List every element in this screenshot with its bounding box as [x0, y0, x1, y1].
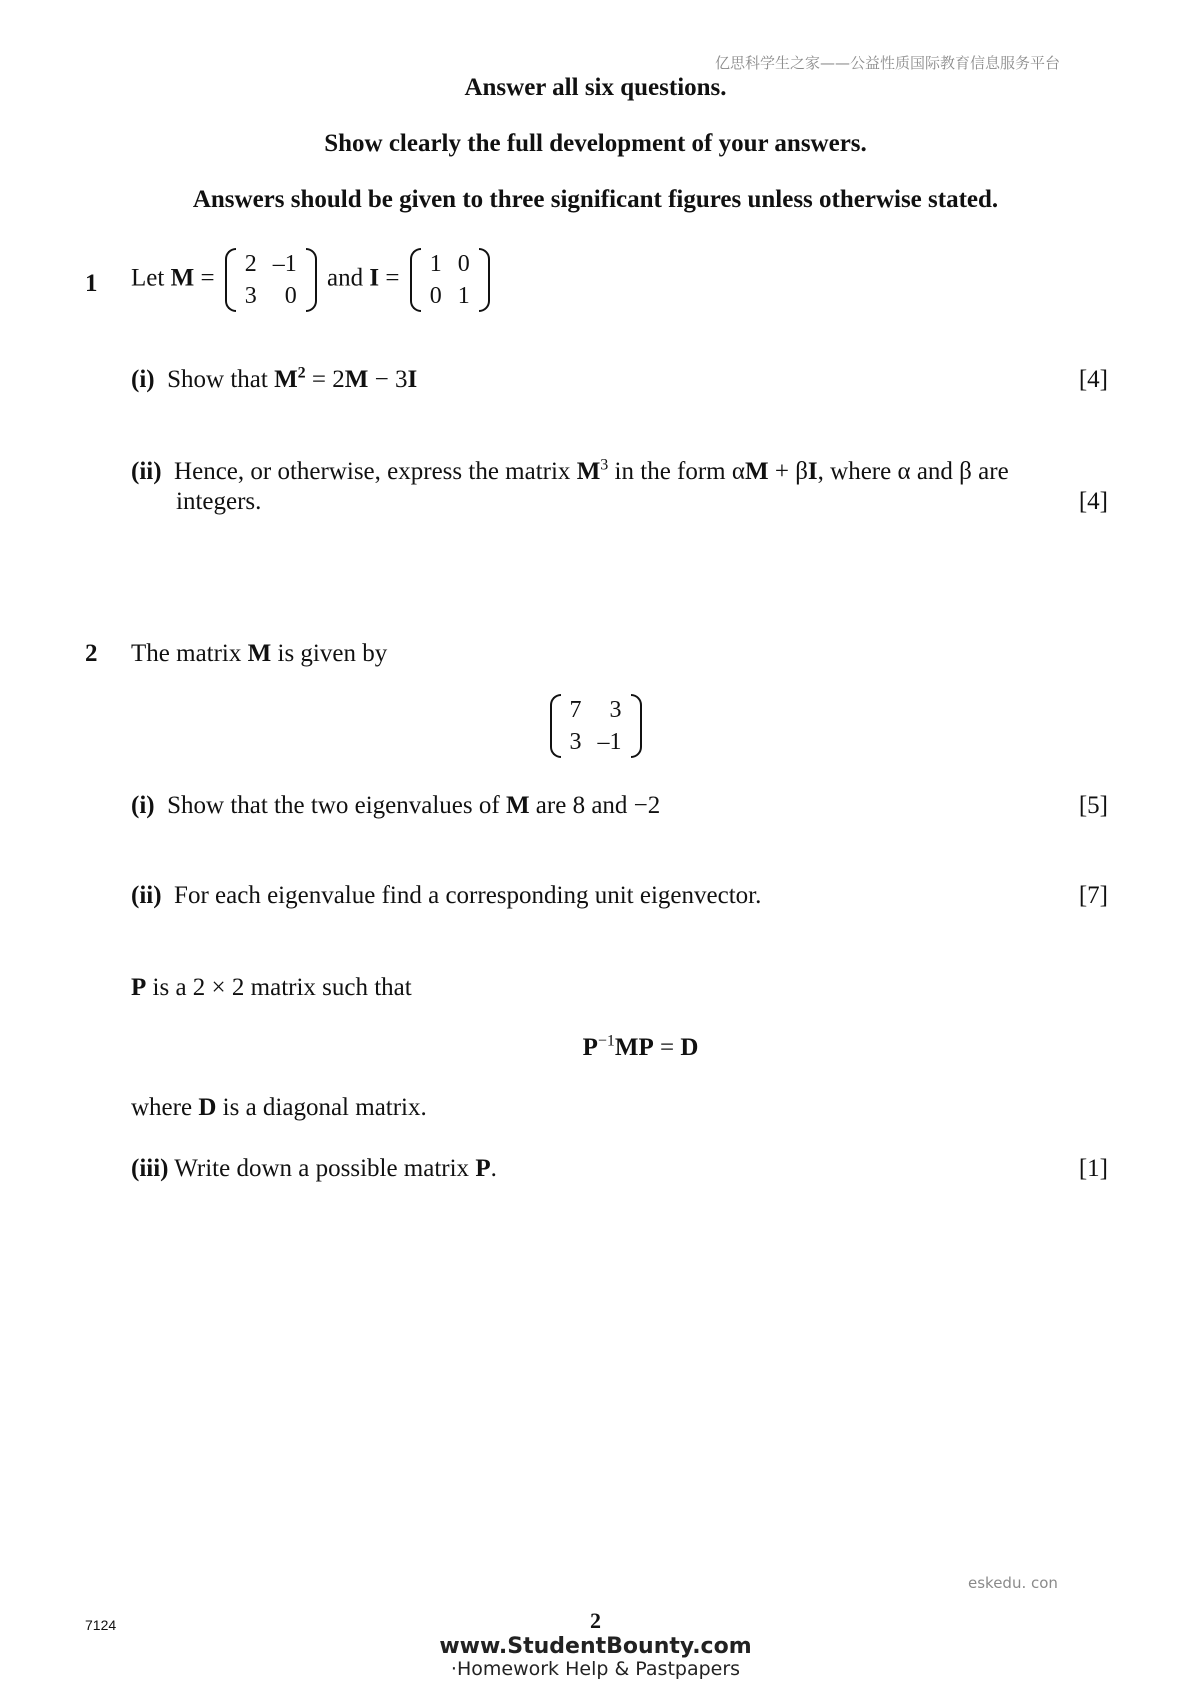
instruction-1: Answer all six questions.	[464, 74, 727, 101]
question-2-part-iii: (iii) Write down a possible matrix P.	[131, 1155, 497, 1182]
watermark-top: 亿思科学生之家——公益性质国际教育信息服务平台	[714, 54, 1060, 72]
matrix-I: 1 0 0 1	[410, 248, 490, 312]
question-1-statement: Let M = 2 –1 3 0 and I = 1 0 0 1	[131, 248, 494, 312]
watermark-studentbounty-url: www.StudentBounty.com	[439, 1634, 752, 1659]
question-2-equation: $P^{-1}MP = D$	[582, 1032, 699, 1061]
matrix-M: 2 –1 3 0	[225, 248, 317, 312]
question-2-part-ii-marks: [7]	[1078, 882, 1108, 909]
question-1-part-ii-line-2: integers.	[176, 488, 262, 515]
question-2-p-definition: P is a 2 × 2 matrix such that	[131, 974, 412, 1001]
question-2-part-i: (i) Show that the two eigenvalues of M are 8 and −2	[131, 792, 661, 819]
question-2-part-i-marks: [5]	[1078, 792, 1108, 819]
question-1-part-i-marks: [4]	[1078, 366, 1108, 393]
question-2-intro: The matrix M is given by	[131, 640, 388, 667]
question-1-part-ii: (ii) Hence, or otherwise, express the matrix $M^3$ in the form αM + βI, where α and β are	[131, 456, 1009, 485]
question-1-part-i: (i) Show that $M^2 = 2M - 3I$	[131, 364, 418, 393]
watermark-eskedu: eskedu. con	[968, 1574, 1058, 1592]
watermark-studentbounty-tagline: ·Homework Help & Pastpapers	[450, 1658, 741, 1680]
question-2-matrix-row	[0, 694, 1191, 758]
page-number: 2	[590, 1608, 601, 1633]
paper-code: 7124	[85, 1617, 117, 1633]
question-2-part-iii-marks: [1]	[1078, 1155, 1108, 1182]
question-1-number: 1	[85, 270, 98, 297]
instruction-2: Show clearly the full development of your answers.	[324, 130, 867, 157]
matrix-M2: 7 3 3 –1	[550, 694, 642, 758]
question-2-where: where D is a diagonal matrix.	[131, 1094, 427, 1121]
question-2-part-ii: (ii) For each eigenvalue find a corresponding unit eigenvector.	[131, 882, 762, 909]
question-1-part-ii-marks: [4]	[1078, 488, 1108, 515]
instruction-3: Answers should be given to three significant figures unless otherwise stated.	[192, 186, 999, 213]
question-2-number: 2	[85, 640, 98, 667]
